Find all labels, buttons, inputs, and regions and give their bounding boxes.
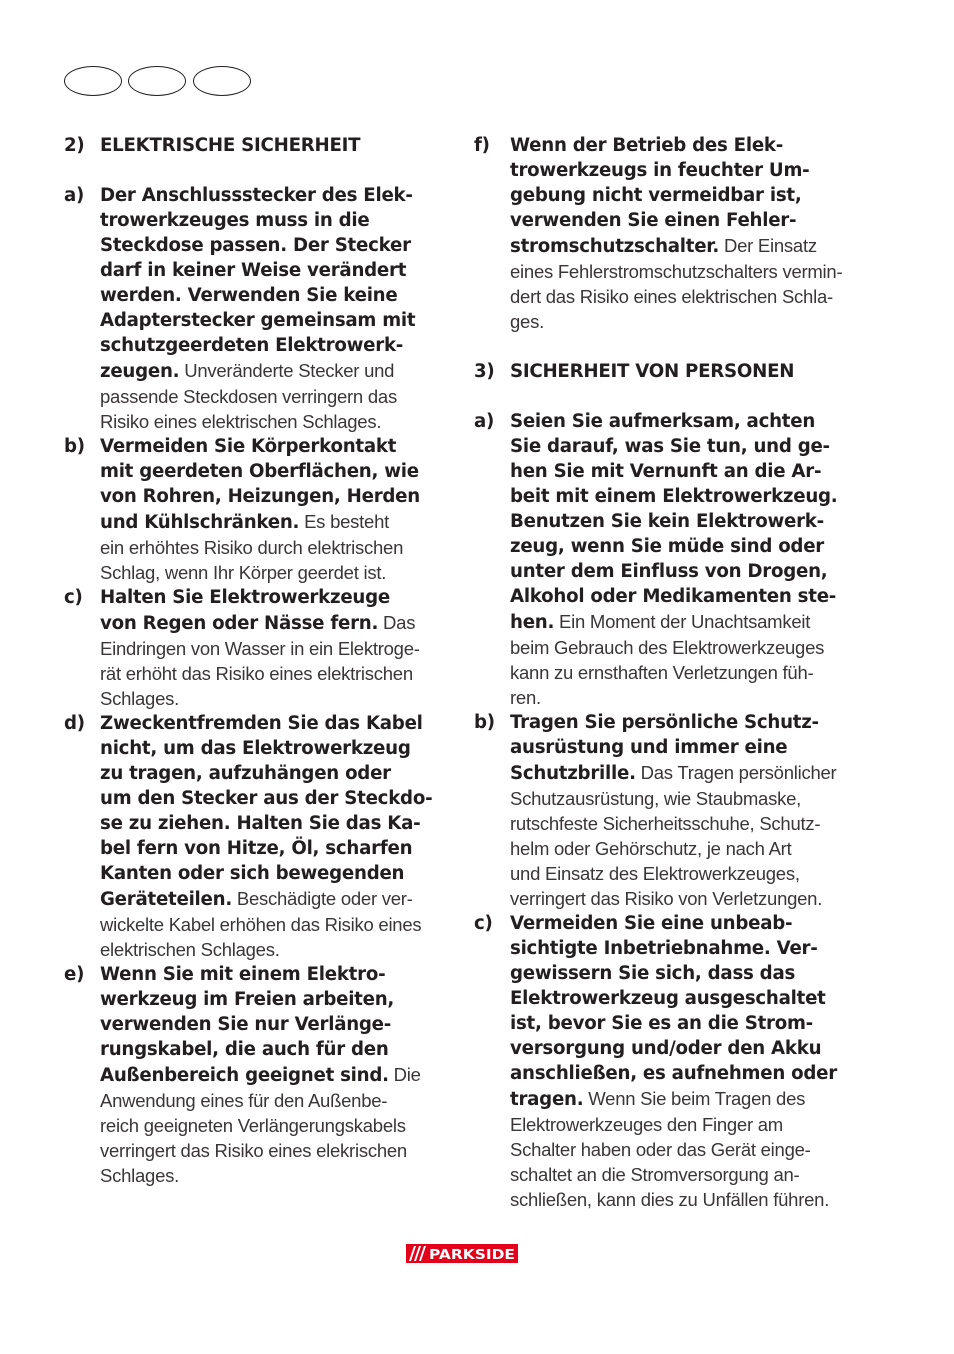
bold-line: rungskabel, die auch für den — [100, 1039, 389, 1060]
bold-line: ist, bevor Sie es an die Strom- — [510, 1013, 813, 1034]
bold-line: Seien Sie aufmerksam, achten — [510, 411, 816, 432]
normal-text: Das — [378, 612, 416, 633]
normal-line: Eindringen von Wasser in ein Elektroge- — [100, 638, 420, 659]
normal-line: Risiko eines elektrischen Schlages. — [100, 411, 382, 432]
bold-line: gebung nicht vermeidbar ist, — [510, 185, 802, 206]
normal-text: Beschädigte oder ver- — [231, 888, 413, 909]
rule-item — [64, 711, 448, 962]
item-text — [100, 434, 448, 585]
bold-line: zeug, wenn Sie müde sind oder — [510, 536, 825, 557]
bold-line: versorgung und/oder den Akku — [510, 1038, 822, 1059]
normal-line: Schalter haben oder das Gerät einge- — [510, 1139, 811, 1160]
item-label: b) — [474, 712, 495, 733]
normal-text: Wenn Sie beim Tragen des — [583, 1088, 806, 1109]
bold-line: um den Stecker aus der Steckdo- — [100, 788, 433, 809]
normal-line: Schlages. — [100, 688, 179, 709]
normal-line: reich geeigneten Verlängerungskabels — [100, 1115, 406, 1136]
item-label: c) — [64, 587, 83, 608]
bold-line: Alkohol oder Medikamenten ste- — [510, 586, 837, 607]
normal-line: Schutzausrüstung, wie Staubmaske, — [510, 788, 801, 809]
bold-line: trowerkzeuges muss in die — [100, 210, 370, 231]
bold-line: Elektrowerkzeug ausgeschaltet — [510, 988, 826, 1009]
bold-line: Zweckentfremden Sie das Kabel — [100, 713, 423, 734]
bold-line: ausrüstung und immer eine — [510, 737, 788, 758]
bold-line: Sie darauf, was Sie tun, und ge- — [510, 436, 830, 457]
section-number: 3) — [474, 361, 495, 382]
bold-line: Halten Sie Elektrowerkzeuge — [100, 587, 390, 608]
bold-line: Adapterstecker gemeinsam mit — [100, 310, 416, 331]
bold-line: nicht, um das Elektrowerkzeug — [100, 738, 411, 759]
rule-item — [474, 911, 862, 1212]
item-text — [510, 710, 862, 911]
item-label: e) — [64, 964, 85, 985]
normal-line: Schlages. — [100, 1165, 179, 1186]
rule-item — [64, 434, 448, 585]
mixed-line — [510, 609, 862, 635]
bold-line: werden. Verwenden Sie keine — [100, 285, 398, 306]
language-oval-2 — [128, 66, 186, 96]
mixed-line — [100, 886, 448, 912]
bold-text: tragen. — [510, 1089, 584, 1110]
left-column — [64, 133, 448, 1188]
bold-line: mit geerdeten Oberflächen, wie — [100, 461, 419, 482]
normal-line: ren. — [510, 687, 541, 708]
bold-text: Außenbereich geeignet sind. — [100, 1065, 389, 1086]
rule-item — [64, 585, 448, 711]
section-title: ELEKTRISCHE SICHERHEIT — [100, 135, 361, 156]
normal-line: kann zu ernsthaften Verletzungen füh- — [510, 662, 814, 683]
section-number: 2) — [64, 135, 85, 156]
bold-line: beit mit einem Elektrowerkzeug. — [510, 486, 838, 507]
normal-line: verringert das Risiko von Verletzungen. — [510, 888, 823, 909]
bold-line: anschließen, es aufnehmen oder — [510, 1063, 837, 1084]
bold-line: schutzgeerdeten Elektrowerk- — [100, 335, 404, 356]
item-label: a) — [64, 185, 85, 206]
item-text — [100, 962, 448, 1188]
section-title: SICHERHEIT VON PERSONEN — [510, 361, 795, 382]
bold-line: Wenn Sie mit einem Elektro- — [100, 964, 386, 985]
language-oval-1 — [64, 66, 122, 96]
bold-line: unter dem Einfluss von Drogen, — [510, 561, 828, 582]
mixed-line — [100, 509, 448, 535]
normal-line: schließen, kann dies zu Unfällen führen. — [510, 1189, 830, 1210]
section-heading-3 — [474, 359, 862, 384]
bold-line: verwenden Sie einen Fehler- — [510, 210, 797, 231]
normal-line: ein erhöhtes Risiko durch elektrischen — [100, 537, 404, 558]
mixed-line — [510, 1086, 862, 1112]
bold-line: von Rohren, Heizungen, Herden — [100, 486, 420, 507]
bold-line: trowerkzeugs in feuchter Um- — [510, 160, 810, 181]
mixed-line — [510, 233, 862, 259]
item-label: c) — [474, 913, 493, 934]
right-column — [474, 133, 862, 1212]
bold-text: Schutzbrille. — [510, 763, 636, 784]
bold-line: Vermeiden Sie eine unbeab- — [510, 913, 793, 934]
rule-item — [474, 409, 862, 710]
normal-line: Elektrowerkzeuges den Finger am — [510, 1114, 783, 1135]
bold-text: hen. — [510, 612, 555, 633]
item-label: f) — [474, 135, 490, 156]
bold-line: Der Anschlussstecker des Elek- — [100, 185, 413, 206]
bold-text: stromschutzschalter. — [510, 236, 720, 257]
bold-line: zu tragen, aufzuhängen oder — [100, 763, 391, 784]
normal-line: schaltet an die Stromversorgung an- — [510, 1164, 800, 1185]
item-label: a) — [474, 411, 495, 432]
normal-line: passende Steckdosen verringern das — [100, 386, 397, 407]
normal-text: Unveränderte Stecker und — [179, 360, 395, 381]
item-label: b) — [64, 436, 85, 457]
normal-line: eines Fehlerstromschutzschalters vermin- — [510, 261, 843, 282]
normal-line: verringert das Risiko eines elekrischen — [100, 1140, 407, 1161]
normal-text: Ein Moment der Unachtsamkeit — [554, 611, 811, 632]
rule-item — [64, 962, 448, 1188]
normal-text: Das Tragen persönlicher — [635, 762, 837, 783]
normal-line: rät erhöht das Risiko eines elektrischen — [100, 663, 413, 684]
bold-line: Tragen Sie persönliche Schutz- — [510, 712, 819, 733]
normal-line: rutschfeste Sicherheitsschuhe, Schutz- — [510, 813, 821, 834]
bold-text: und Kühlschränken. — [100, 512, 300, 533]
normal-text: Es besteht — [299, 511, 390, 532]
bold-text: Geräteteilen. — [100, 889, 232, 910]
bold-line: Wenn der Betrieb des Elek- — [510, 135, 784, 156]
bold-line: Kanten oder sich bewegenden — [100, 863, 405, 884]
bold-line: hen Sie mit Vernunft an die Ar- — [510, 461, 822, 482]
normal-line: Schlag, wenn Ihr Körper geerdet ist. — [100, 562, 387, 583]
bold-line: Steckdose passen. Der Stecker — [100, 235, 411, 256]
parkside-logo — [406, 1244, 518, 1263]
normal-line: Anwendung eines für den Außenbe- — [100, 1090, 388, 1111]
rule-item — [474, 710, 862, 911]
item-text — [100, 183, 448, 434]
bold-line: Benutzen Sie kein Elektrowerk- — [510, 511, 824, 532]
mixed-line — [100, 1062, 448, 1088]
item-text — [510, 911, 862, 1212]
bold-text: zeugen. — [100, 361, 180, 382]
bold-text: von Regen oder Nässe fern. — [100, 613, 379, 634]
bold-line: sichtigte Inbetriebnahme. Ver- — [510, 938, 818, 959]
bold-line: se zu ziehen. Halten Sie das Ka- — [100, 813, 421, 834]
item-text — [100, 711, 448, 962]
normal-line: helm oder Gehörschutz, je nach Art — [510, 838, 792, 859]
bold-line: werkzeug im Freien arbeiten, — [100, 989, 395, 1010]
normal-line: elektrischen Schlages. — [100, 939, 280, 960]
item-text — [510, 409, 862, 710]
normal-line: wickelte Kabel erhöhen das Risiko eines — [100, 914, 422, 935]
normal-line: ges. — [510, 311, 544, 332]
normal-line: dert das Risiko eines elektrischen Schla- — [510, 286, 833, 307]
item-text — [100, 585, 448, 711]
section-heading-2 — [64, 133, 448, 158]
language-oval-3 — [193, 66, 251, 96]
normal-line: beim Gebrauch des Elektrowerkzeuges — [510, 637, 825, 658]
normal-text: Der Einsatz — [719, 235, 817, 256]
mixed-line — [100, 358, 448, 384]
item-text — [510, 133, 862, 334]
bold-line: verwenden Sie nur Verlänge- — [100, 1014, 392, 1035]
bold-line: bel fern von Hitze, Öl, scharfen — [100, 838, 413, 859]
item-label: d) — [64, 713, 85, 734]
rule-item — [64, 183, 448, 434]
normal-line: und Einsatz des Elektrowerkzeuges, — [510, 863, 800, 884]
mixed-line — [100, 610, 448, 636]
bold-line: darf in keiner Weise verändert — [100, 260, 407, 281]
rule-item — [474, 133, 862, 334]
logo-wordmark: PARKSIDE — [429, 1247, 515, 1263]
bold-line: Vermeiden Sie Körperkontakt — [100, 436, 397, 457]
bold-line: gewissern Sie sich, dass das — [510, 963, 796, 984]
mixed-line — [510, 760, 862, 786]
normal-text: Die — [388, 1064, 421, 1085]
